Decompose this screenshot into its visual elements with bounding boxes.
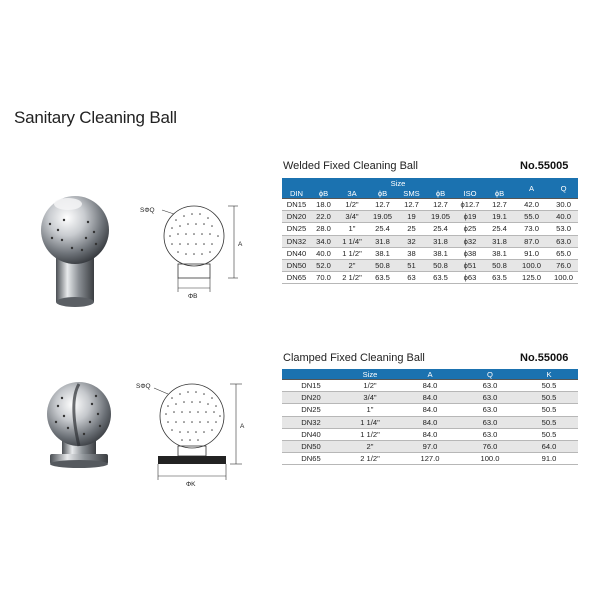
table-cell: 84.0 — [400, 404, 460, 416]
table-cell: 63.0 — [460, 404, 520, 416]
col-header-sms: SMS — [397, 188, 426, 199]
table-cell: 63.0 — [460, 392, 520, 404]
col-header-K: K — [520, 369, 578, 380]
table-cell: 52.0 — [311, 259, 336, 271]
table-cell: 125.0 — [514, 272, 549, 284]
table-row — [282, 211, 578, 223]
table-cell: 50.8 — [426, 259, 455, 271]
table-cell: ϕ51 — [455, 259, 485, 271]
clamped-ball-photo — [34, 376, 126, 476]
table-row — [282, 380, 578, 392]
table-cell: 1/2" — [336, 199, 368, 211]
clamped-product-number: No.55006 — [520, 352, 569, 364]
table-cell: ϕ38 — [455, 247, 485, 259]
table-cell: 40.0 — [549, 211, 578, 223]
table-cell: 1 1/4" — [340, 416, 400, 428]
welded-section-title: Welded Fixed Cleaning Ball — [283, 160, 418, 172]
table-cell: ϕ63 — [455, 272, 485, 284]
table-cell: 100.0 — [514, 259, 549, 271]
welded-technical-drawing — [132, 198, 252, 308]
welded-height-label: A — [238, 241, 243, 248]
col-header-3a-b: ϕB — [368, 188, 397, 199]
table-cell: 63.5 — [426, 272, 455, 284]
table-cell: 50.5 — [520, 380, 578, 392]
table-cell: DN15 — [282, 380, 340, 392]
table-cell: 63.0 — [549, 235, 578, 247]
table-cell: DN50 — [282, 440, 340, 452]
table-cell: 50.5 — [520, 416, 578, 428]
table-cell: 38.1 — [485, 247, 514, 259]
table-cell: 63 — [397, 272, 426, 284]
table-cell: 53.0 — [549, 223, 578, 235]
table-cell: 100.0 — [549, 272, 578, 284]
table-cell: 127.0 — [400, 453, 460, 465]
welded-spec-table — [282, 178, 578, 284]
table-cell: 70.0 — [311, 272, 336, 284]
table-cell: 63.5 — [485, 272, 514, 284]
table-cell: 25.4 — [485, 223, 514, 235]
table-row — [282, 416, 578, 428]
table-cell: 2 1/2" — [336, 272, 368, 284]
table-cell: ϕ25 — [455, 223, 485, 235]
table-row — [282, 235, 578, 247]
welded-sphere-label: SΦQ — [140, 207, 155, 214]
table-cell: 38 — [397, 247, 426, 259]
table-cell: DN32 — [282, 416, 340, 428]
table-row — [282, 259, 578, 271]
table-cell: 55.0 — [514, 211, 549, 223]
table-cell: 12.7 — [426, 199, 455, 211]
table-cell: 50.5 — [520, 428, 578, 440]
table-cell: 22.0 — [311, 211, 336, 223]
table-cell: 31.8 — [426, 235, 455, 247]
table-cell: 76.0 — [549, 259, 578, 271]
table-cell: 28.0 — [311, 223, 336, 235]
table-cell: 76.0 — [460, 440, 520, 452]
table-cell: 100.0 — [460, 453, 520, 465]
col-header-iso-b: ϕB — [485, 188, 514, 199]
table-cell: 1 1/2" — [336, 247, 368, 259]
table-cell: 84.0 — [400, 428, 460, 440]
table-cell: 84.0 — [400, 392, 460, 404]
table-cell: 1 1/2" — [340, 428, 400, 440]
table-cell: DN65 — [282, 453, 340, 465]
table-cell: ϕ19 — [455, 211, 485, 223]
table-row — [282, 404, 578, 416]
table-cell: DN40 — [282, 247, 311, 259]
table-cell: 63.0 — [460, 428, 520, 440]
table-cell: 50.5 — [520, 392, 578, 404]
page-title: Sanitary Cleaning Ball — [14, 108, 177, 127]
col-header-A: A — [400, 369, 460, 380]
table-row — [282, 428, 578, 440]
clamped-base-label: ΦK — [186, 481, 196, 488]
table-cell: DN20 — [282, 392, 340, 404]
clamped-technical-drawing — [132, 378, 252, 490]
table-cell: ϕ32 — [455, 235, 485, 247]
table-cell: 25.4 — [426, 223, 455, 235]
table-cell: 19.05 — [426, 211, 455, 223]
table-cell: 19 — [397, 211, 426, 223]
table-cell: 91.0 — [514, 247, 549, 259]
table-row — [282, 272, 578, 284]
table-cell: 12.7 — [397, 199, 426, 211]
table-cell: 2 1/2" — [340, 453, 400, 465]
table-cell: 63.0 — [460, 416, 520, 428]
table-cell: DN65 — [282, 272, 311, 284]
table-row — [282, 453, 578, 465]
table-cell: 63.5 — [368, 272, 397, 284]
col-header-Q: Q — [549, 178, 578, 199]
table-cell: 3/4" — [336, 211, 368, 223]
col-header-din: DIN — [282, 188, 311, 199]
table-cell: 38.1 — [426, 247, 455, 259]
col-header-A: A — [514, 178, 549, 199]
table-cell: 19.1 — [485, 211, 514, 223]
table-cell: 12.7 — [368, 199, 397, 211]
table-row — [282, 440, 578, 452]
table-cell: DN40 — [282, 428, 340, 440]
table-cell: 73.0 — [514, 223, 549, 235]
size-group-header: Size — [282, 178, 514, 188]
table-cell: 91.0 — [520, 453, 578, 465]
clamped-spec-table — [282, 369, 578, 465]
table-row — [282, 223, 578, 235]
clamped-section-title: Clamped Fixed Cleaning Ball — [283, 352, 425, 364]
table-cell: 64.0 — [520, 440, 578, 452]
col-header-3a: 3A — [336, 188, 368, 199]
table-cell: 25.4 — [368, 223, 397, 235]
col-header-blank — [282, 369, 340, 380]
welded-product-number: No.55005 — [520, 160, 569, 172]
clamped-sphere-label: SΦQ — [136, 383, 151, 390]
welded-base-label: ΦB — [188, 293, 198, 300]
table-cell: ϕ12.7 — [455, 199, 485, 211]
table-cell: 84.0 — [400, 380, 460, 392]
col-header-size: Size — [340, 369, 400, 380]
table-cell: DN15 — [282, 199, 311, 211]
table-cell: 12.7 — [485, 199, 514, 211]
table-cell: DN25 — [282, 223, 311, 235]
table-row — [282, 392, 578, 404]
table-cell: 50.8 — [368, 259, 397, 271]
table-cell: 38.1 — [368, 247, 397, 259]
table-cell: 84.0 — [400, 416, 460, 428]
table-cell: 2" — [340, 440, 400, 452]
table-cell: 1" — [336, 223, 368, 235]
table-cell: 63.0 — [460, 380, 520, 392]
table-cell: 42.0 — [514, 199, 549, 211]
table-cell: 1/2" — [340, 380, 400, 392]
table-row — [282, 199, 578, 211]
table-cell: 50.5 — [520, 404, 578, 416]
table-cell: DN50 — [282, 259, 311, 271]
table-cell: 40.0 — [311, 247, 336, 259]
table-cell: 87.0 — [514, 235, 549, 247]
table-cell: 30.0 — [549, 199, 578, 211]
table-cell: 18.0 — [311, 199, 336, 211]
col-header-iso: ISO — [455, 188, 485, 199]
table-cell: 25 — [397, 223, 426, 235]
welded-ball-photo — [28, 186, 120, 310]
table-cell: 19.05 — [368, 211, 397, 223]
table-cell: 1" — [340, 404, 400, 416]
table-cell: 32 — [397, 235, 426, 247]
col-header-sms-b: ϕB — [426, 188, 455, 199]
table-cell: DN25 — [282, 404, 340, 416]
table-cell: 31.8 — [485, 235, 514, 247]
table-cell: 3/4" — [340, 392, 400, 404]
col-header-Q: Q — [460, 369, 520, 380]
table-cell: DN20 — [282, 211, 311, 223]
table-cell: 1 1/4" — [336, 235, 368, 247]
table-cell: 50.8 — [485, 259, 514, 271]
table-row — [282, 247, 578, 259]
table-cell: 97.0 — [400, 440, 460, 452]
table-cell: 51 — [397, 259, 426, 271]
col-header-din-b: ϕB — [311, 188, 336, 199]
table-cell: 34.0 — [311, 235, 336, 247]
table-cell: 2" — [336, 259, 368, 271]
table-cell: DN32 — [282, 235, 311, 247]
table-cell: 31.8 — [368, 235, 397, 247]
table-cell: 65.0 — [549, 247, 578, 259]
clamped-height-label: A — [240, 423, 245, 430]
